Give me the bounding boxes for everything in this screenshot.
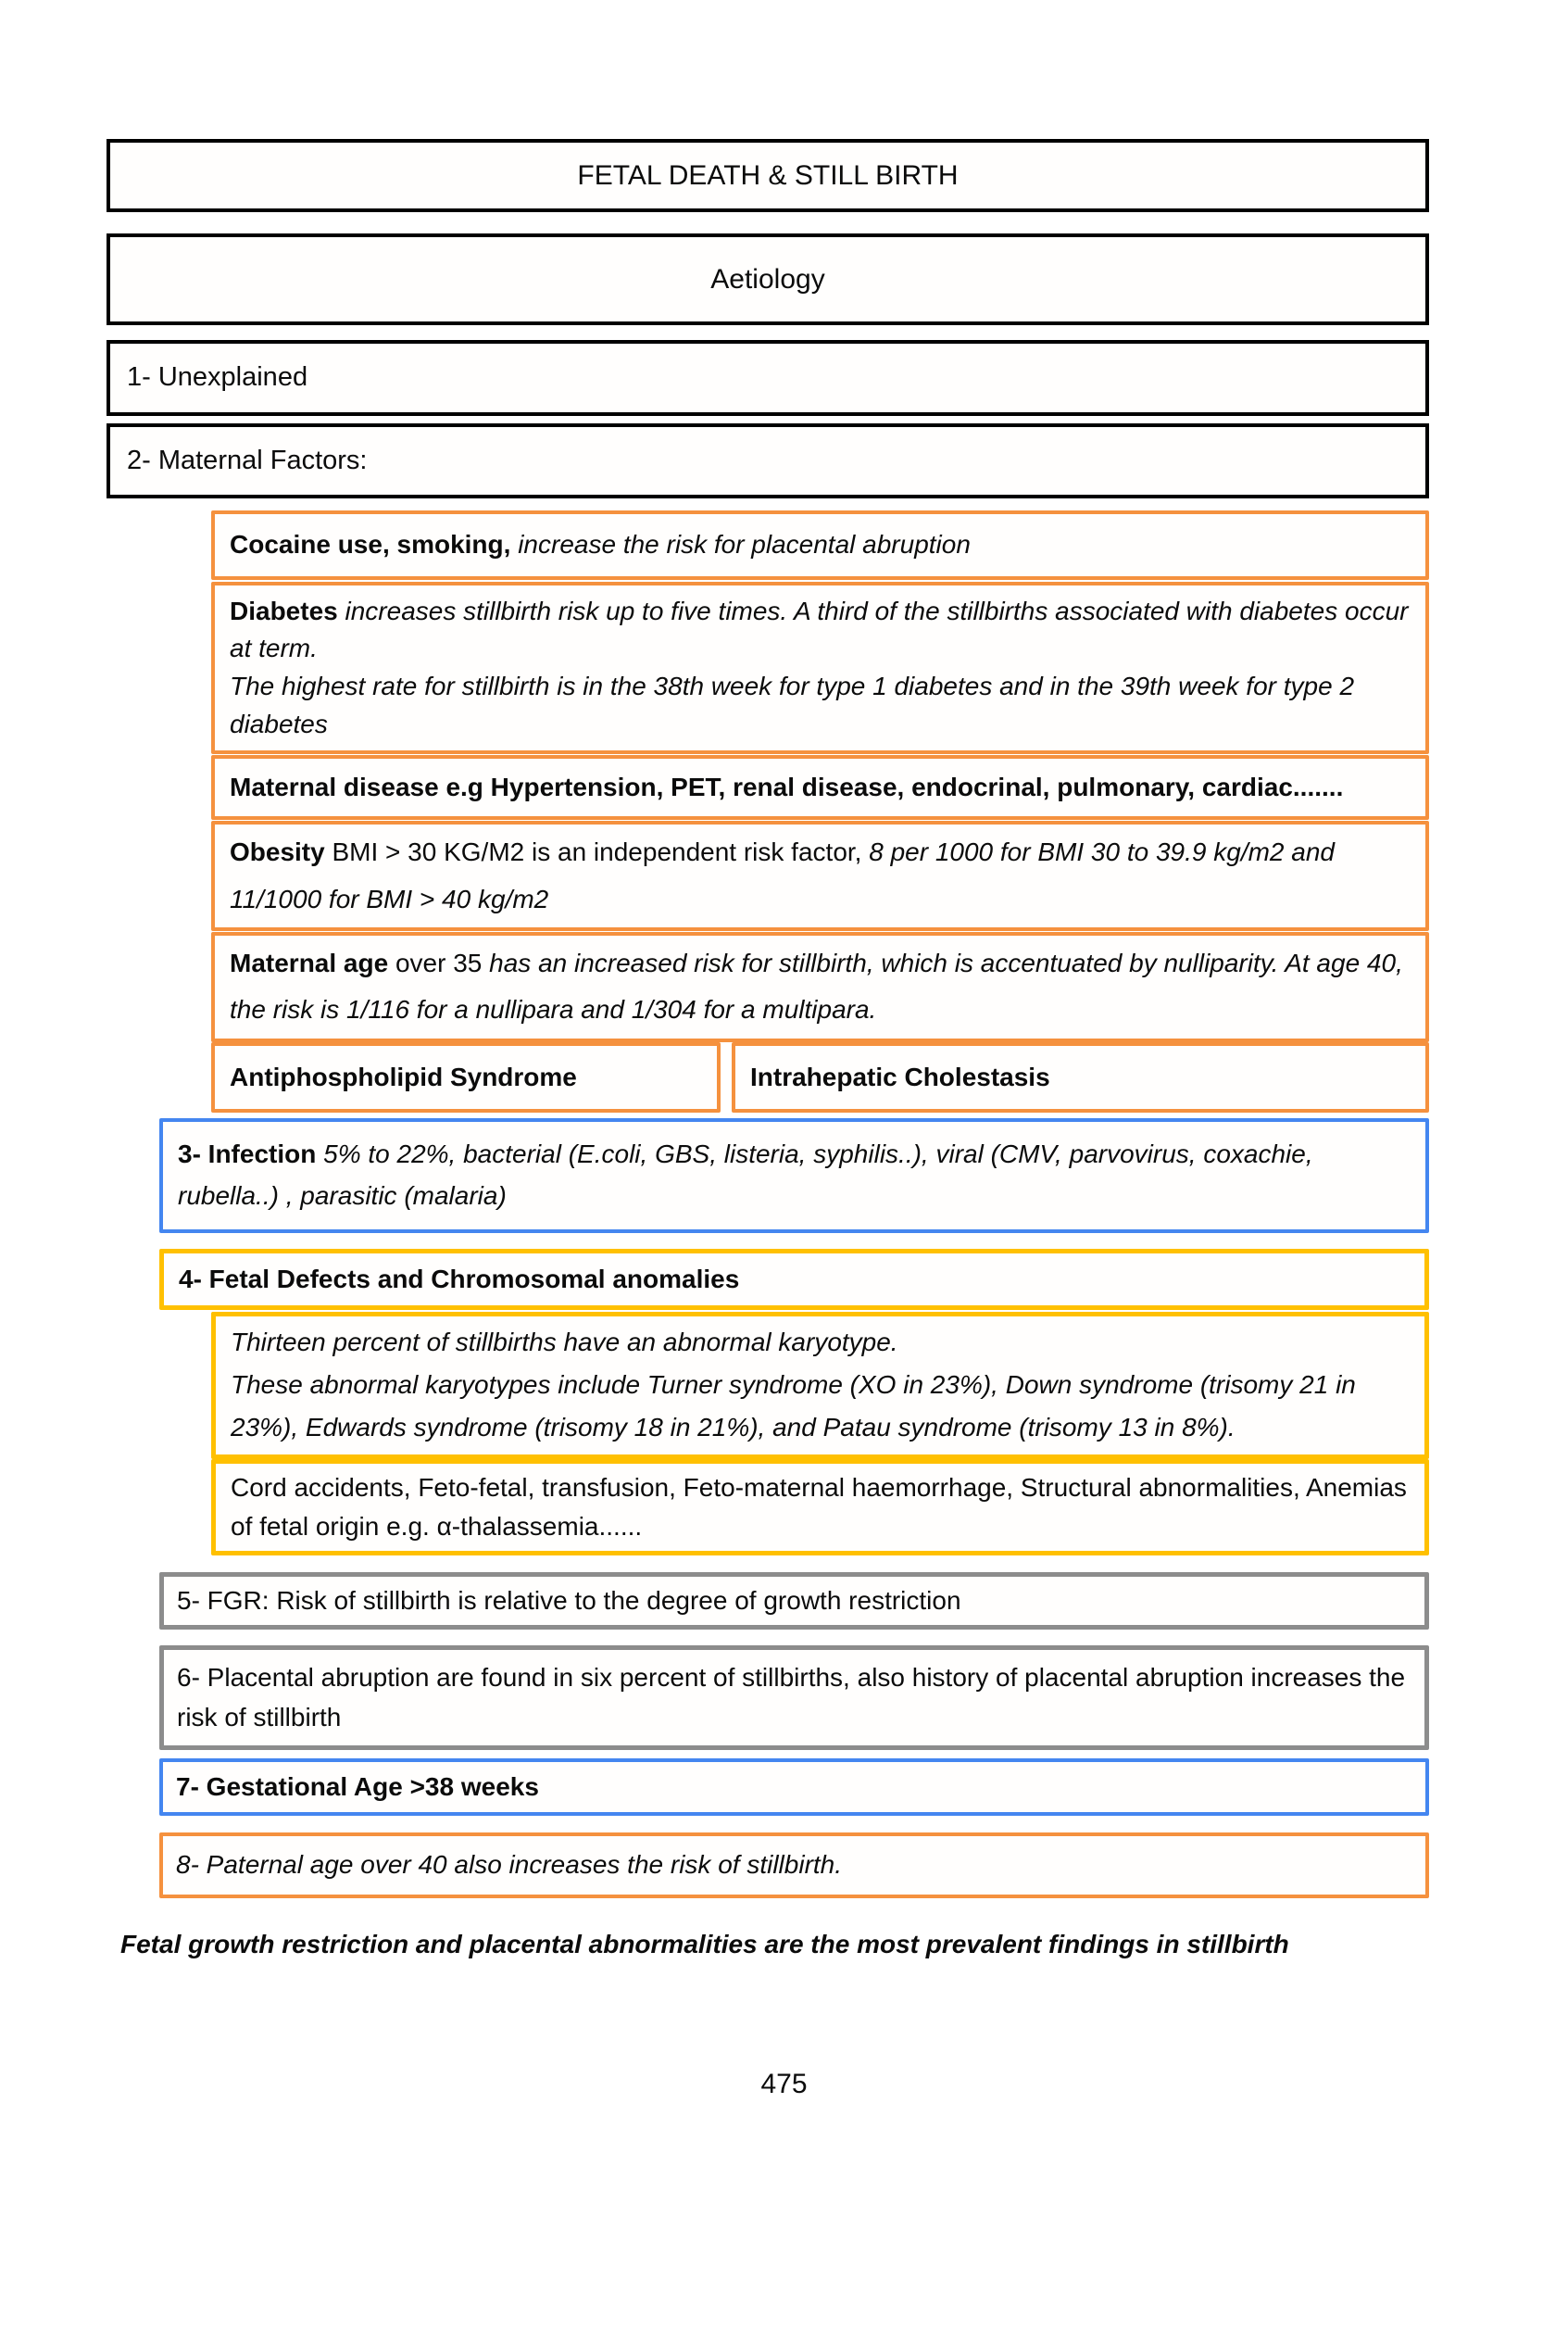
syndrome-row [211, 1042, 1429, 1113]
antiphospholipid-text: Antiphospholipid Syndrome [230, 1062, 577, 1091]
fetal-defects-box [159, 1249, 1429, 1310]
maternal-age-bold-text: Maternal age [230, 948, 389, 977]
maternal-age-regular-text: over 35 [395, 948, 483, 977]
obesity-bold-text: Obesity [230, 837, 325, 867]
diabetes-italic-line2: The highest rate for stillbirth is in the 38th week for type 1 diabetes and in the 39th week for type 2 diabetes [230, 671, 1355, 738]
cholestasis-box [732, 1042, 1429, 1113]
antiphospholipid-box [211, 1042, 721, 1113]
maternal-disease-text: Maternal disease e.g Hypertension, PET, renal disease, endocrinal, pulmonary, cardiac....... [230, 773, 1344, 802]
aetiology-heading-box [107, 233, 1429, 325]
infection-bold-text: 3- Infection [178, 1140, 317, 1169]
karyotype-box [211, 1312, 1429, 1459]
item-unexplained-text: 1- Unexplained [127, 362, 308, 392]
maternal-disease-box [211, 755, 1429, 820]
item-unexplained-box [107, 340, 1429, 416]
obesity-box [211, 821, 1429, 931]
paternal-age-text: 8- Paternal age over 40 also increases the risk of stillbirth. [176, 1850, 843, 1880]
cord-accidents-box [211, 1459, 1429, 1555]
cholestasis-text: Intrahepatic Cholestasis [750, 1062, 1050, 1091]
placental-abruption-box [159, 1645, 1429, 1750]
conclusion-text: Fetal growth restriction and placental abnormalities are the most prevalent findings in stillbirth [120, 1929, 1289, 1958]
conclusion-note [120, 1924, 1429, 1966]
gestational-age-box [159, 1758, 1429, 1816]
cocaine-bold-text: Cocaine use, smoking, [230, 530, 511, 560]
section-heading: Aetiology [710, 264, 825, 295]
fgr-box [159, 1572, 1429, 1630]
cocaine-italic-text: increase the risk for placental abruption [518, 530, 971, 560]
karyotype-line1: Thirteen percent of stillbirths have an abnormal karyotype. [231, 1328, 898, 1357]
infection-box [159, 1118, 1429, 1233]
document-page [107, 139, 1429, 2100]
fgr-text: 5- FGR: Risk of stillbirth is relative to the degree of growth restriction [177, 1585, 961, 1615]
gestational-age-text: 7- Gestational Age >38 weeks [176, 1771, 539, 1801]
karyotype-line2: These abnormal karyotypes include Turner syndrome (XO in 23%), Down syndrome (trisomy 21 in 23%), Edwards syndrome (trisomy 18 in 21%), and Patau syndrome (trisomy 13 in 8%). [231, 1370, 1356, 1442]
page-number-text: 475 [760, 2069, 808, 2100]
cocaine-smoking-box [211, 510, 1429, 579]
infection-italic-text: 5% to 22%, bacterial (E.coli, GBS, listeria, syphilis..), viral (CMV, parvovirus, coxachie, rubella..) , parasitic (malaria) [178, 1140, 1313, 1210]
obesity-italic-text: 8 per 1000 for BMI 30 to 39.9 kg/m2 and 11/1000 for BMI > 40 kg/m2 [230, 837, 1335, 913]
item-maternal-factors-box [107, 423, 1429, 499]
maternal-age-box [211, 932, 1429, 1042]
cord-accidents-text: Cord accidents, Feto-fetal, transfusion, Feto-maternal haemorrhage, Structural abnormalities, Anemias of fetal origin e.g. α-thalassemia...... [231, 1472, 1407, 1541]
diabetes-box [211, 582, 1429, 754]
placental-abruption-text: 6- Placental abruption are found in six percent of stillbirths, also history of placental abruption increases the risk of stillbirth [177, 1663, 1406, 1732]
page-number [0, 2069, 1568, 2100]
paternal-age-box [159, 1832, 1429, 1897]
obesity-regular-text: BMI > 30 KG/M2 is an independent risk factor, [332, 837, 862, 867]
item-maternal-factors-text: 2- Maternal Factors: [127, 445, 368, 475]
fetal-defects-text: 4- Fetal Defects and Chromosomal anomalies [179, 1264, 740, 1293]
diabetes-bold-text: Diabetes [230, 596, 338, 625]
maternal-age-italic-text: has an increased risk for stillbirth, which is accentuated by nulliparity. At age 40, the risk is 1/116 for a nullipara and 1/304 for a multipara. [230, 948, 1403, 1025]
title-box [107, 139, 1429, 212]
diabetes-italic-line1: increases stillbirth risk up to five times. A third of the stillbirths associated with diabetes occur at term. [230, 596, 1409, 663]
page-title: FETAL DEATH & STILL BIRTH [577, 160, 959, 191]
